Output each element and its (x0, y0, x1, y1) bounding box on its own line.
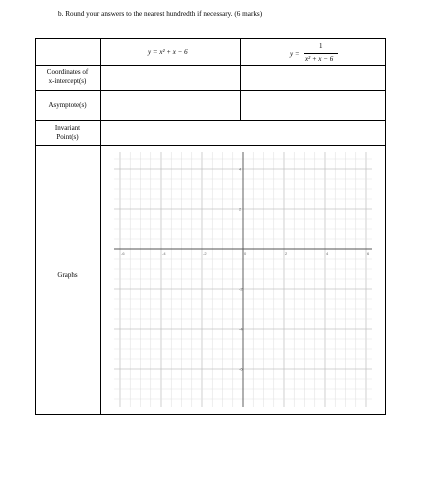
x-tick-label: -4 (162, 251, 166, 256)
xintercept-row-label (35, 68, 100, 86)
x-tick-label: -2 (203, 251, 207, 256)
invariant-label-line1: Invariant (54, 124, 81, 132)
table-border-bottom (35, 414, 386, 415)
y-tick-label: -2 (239, 286, 243, 292)
asymptotes-quadratic-answer[interactable] (101, 91, 240, 120)
invariant-points-answer[interactable] (101, 121, 385, 145)
reciprocal-lhs: y = (290, 50, 300, 58)
xintercept-label-line2: x-intercept(s) (48, 77, 87, 85)
x-tick-label: 2 (285, 251, 288, 256)
invariant-points-row-label (35, 124, 100, 142)
x-tick-label: -6 (121, 251, 125, 256)
y-tick-label: 4 (239, 166, 242, 172)
asymptotes-reciprocal-answer[interactable] (241, 91, 385, 120)
x-tick-label: 0 (244, 251, 247, 256)
x-tick-label: 4 (326, 251, 329, 256)
reciprocal-function-header (290, 42, 350, 64)
quadratic-function-header: y = x² + x − 6 (148, 48, 188, 56)
invariant-label-line2: Point(s) (56, 133, 79, 141)
graphs-row-label: Graphs (57, 271, 78, 279)
fraction-bar (304, 53, 338, 54)
row-divider (35, 145, 386, 146)
instruction-text: b. Round your answers to the nearest hundredth if necessary. (6 marks) (58, 10, 263, 18)
xintercept-reciprocal-answer[interactable] (241, 66, 385, 90)
xintercept-quadratic-answer[interactable] (101, 66, 240, 90)
y-tick-label: -4 (239, 326, 243, 332)
y-tick-label: 2 (239, 206, 242, 212)
coordinate-grid[interactable] (114, 152, 372, 407)
reciprocal-denominator: x² + x − 6 (305, 55, 334, 63)
reciprocal-numerator: 1 (319, 42, 323, 50)
xintercept-label-line1: Coordinates of (46, 68, 89, 76)
table-border-right (385, 38, 386, 415)
asymptotes-row-label: Asymptote(s) (48, 101, 87, 109)
x-tick-label: 6 (367, 251, 370, 256)
table-border-top (35, 38, 386, 39)
table-border-left (35, 38, 36, 415)
y-tick-label: -6 (239, 366, 243, 372)
